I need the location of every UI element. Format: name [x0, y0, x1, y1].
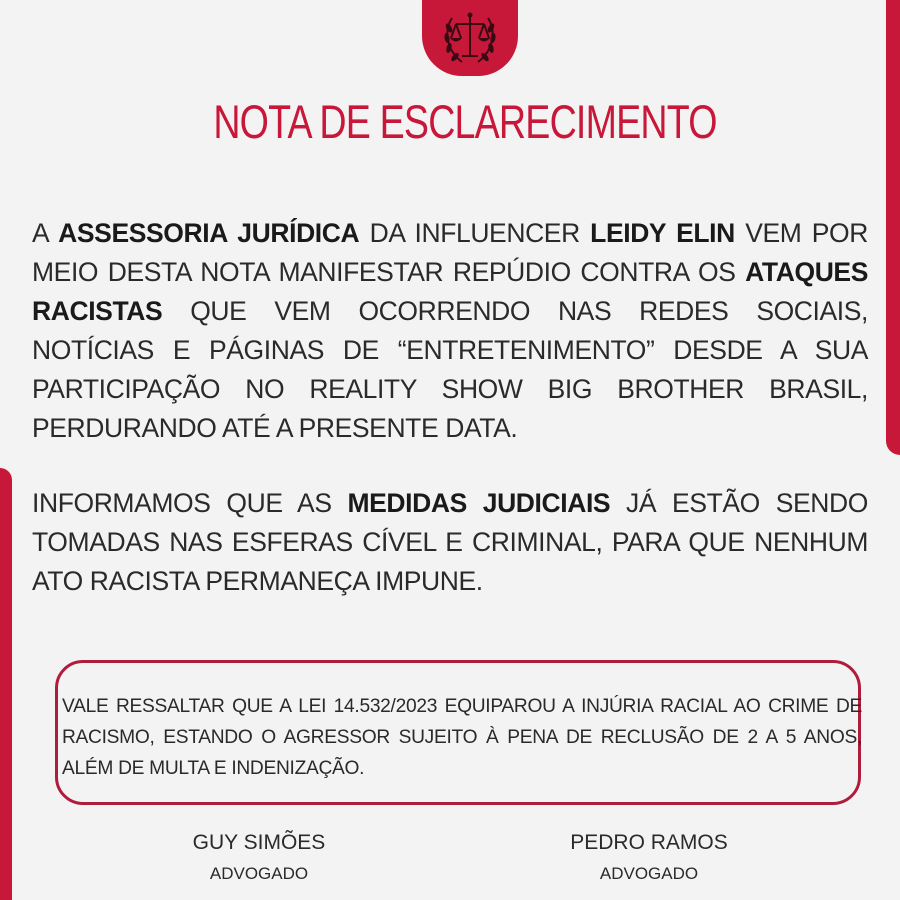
paragraph-statement [32, 214, 868, 448]
signature-guy-simoes [129, 830, 389, 886]
right-accent-bar [886, 0, 900, 455]
signature-role: ADVOGADO [599, 864, 699, 883]
text-run: INFORMAMOS QUE AS [32, 488, 348, 518]
paragraph-legal-measures [32, 484, 868, 601]
law-notice-text: VALE RESSALTAR QUE A LEI 14.532/2023 EQUIPAROU A INJÚRIA RACIAL AO CRIME DE RACISMO, ESTANDO O AGRESSOR SUJEITO À PENA DE RECLUSÃO DE 2 A 5 ANOS, ALÉM DE MULTA E INDENIZAÇÃO. [62, 696, 862, 779]
signature-role: ADVOGADO [209, 864, 309, 883]
text-run: A [32, 218, 59, 248]
signature-name: PEDRO RAMOS [570, 831, 728, 854]
signature-pedro-ramos [519, 830, 779, 886]
signature-name: GUY SIMÕES [192, 831, 326, 854]
emphasis-racist-attacks: ATAQUES RACISTAS [32, 257, 868, 326]
left-accent-bar [0, 468, 12, 900]
page-title: NOTA DE ESCLARECIMENTO [213, 95, 717, 148]
text-run: QUE VEM OCORRENDO NAS REDES SOCIAIS, NOTÍCIAS E PÁGINAS DE “ENTRETENIMENTO” DESDE A SUA PARTICIPAÇÃO NO REALITY SHOW BIG BROTHER BRASIL, PERDURANDO ATÉ A PRESENTE DATA. [32, 296, 868, 443]
text-run: VEM POR MEIO DESTA NOTA MANIFESTAR REPÚDIO CONTRA OS [32, 218, 868, 287]
law-notice-box [55, 660, 861, 805]
text-run: JÁ ESTÃO SENDO TOMADAS NAS ESFERAS CÍVEL E CRIMINAL, PARA QUE NENHUM ATO RACISTA PERMANEÇA IMPUNE. [32, 488, 868, 596]
emphasis-influencer-name: LEIDY ELIN [590, 218, 735, 248]
scales-of-justice-icon [422, 0, 518, 76]
emphasis-legal-advisory: ASSESSORIA JURÍDICA [58, 218, 360, 248]
text-run: DA INFLUENCER [359, 218, 591, 248]
emphasis-judicial-measures: MEDIDAS JUDICIAIS [347, 488, 611, 518]
